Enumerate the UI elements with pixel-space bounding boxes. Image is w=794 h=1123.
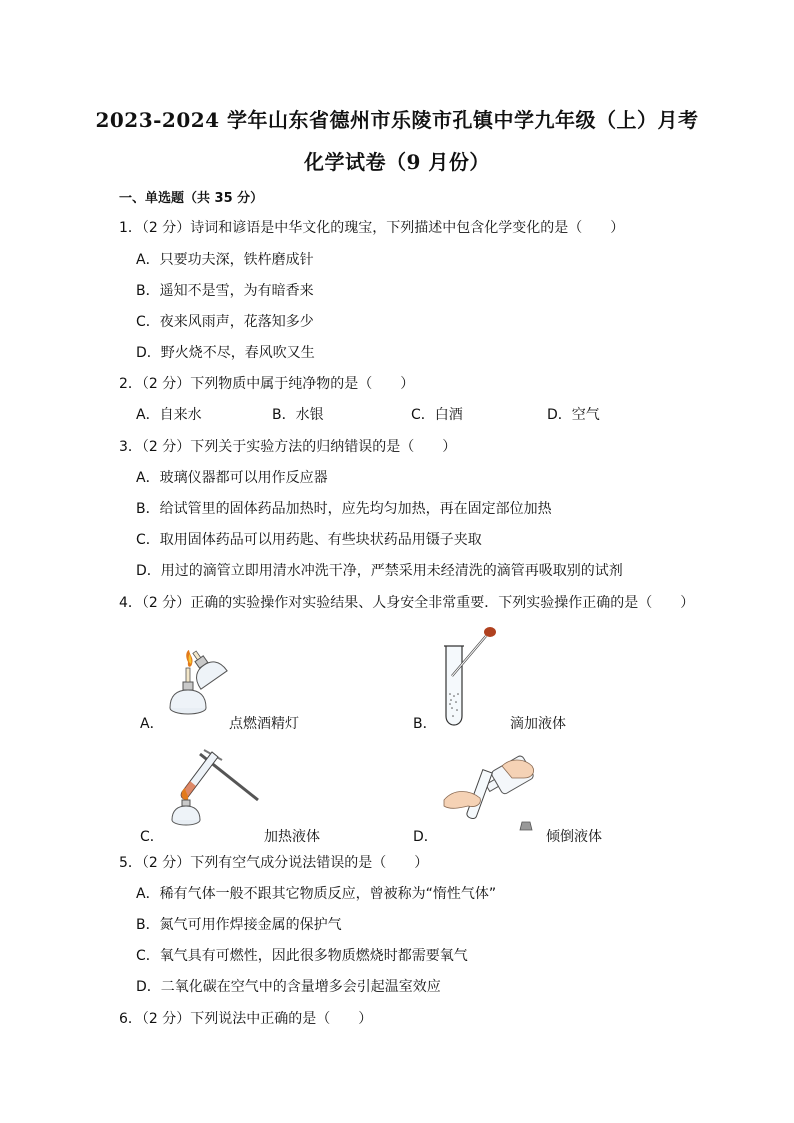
question-6-stem: 6．（2 分）下列说法中正确的是（ ） <box>119 1011 373 1027</box>
question-1-option-c: C．夜来风雨声，花落知多少 <box>136 314 314 330</box>
exam-title-line2: 化学试卷（9 月份） <box>304 150 490 174</box>
question-5-option-b: B．氮气可用作焊接金属的保护气 <box>136 917 342 933</box>
pouring-liquid-figure <box>436 752 548 832</box>
question-2-option-d: D．空气 <box>547 407 600 423</box>
question-3-option-c: C．取用固体药品可以用药匙、有些块状药品用镊子夹取 <box>136 532 482 548</box>
question-4-option-d-letter: D． <box>413 829 438 845</box>
question-2-option-c: C．白酒 <box>411 407 463 423</box>
question-2-option-b: B．水银 <box>272 407 324 423</box>
question-4-stem: 4．（2 分）正确的实验操作对实验结果、人身安全非常重要．下列实验操作正确的是（ ） <box>119 595 695 611</box>
question-4-option-d-caption: 倾倒液体 <box>546 829 602 845</box>
question-1-option-a: A．只要功夫深，铁杵磨成针 <box>136 252 314 268</box>
question-4-option-b-letter: B． <box>413 716 437 732</box>
exam-title-line1: 2023-2024 学年山东省德州市乐陵市孔镇中学九年级（上）月考 <box>95 108 699 132</box>
question-3-option-a: A．玻璃仪器都可以用作反应器 <box>136 470 328 486</box>
question-4-option-a-letter: A． <box>140 716 164 732</box>
question-5-option-d: D．二氧化碳在空气中的含量增多会引起温室效应 <box>136 979 441 995</box>
heating-liquid-figure <box>160 748 264 830</box>
question-2-stem: 2．（2 分）下列物质中属于纯净物的是（ ） <box>119 376 415 392</box>
question-4-option-b-caption: 滴加液体 <box>510 716 566 732</box>
dropper-test-tube-figure <box>440 624 500 728</box>
question-2-option-a: A．自来水 <box>136 407 202 423</box>
question-4-option-c-caption: 加热液体 <box>264 829 320 845</box>
question-1-option-d: D．野火烧不尽，春风吹又生 <box>136 345 315 361</box>
alcohol-lamp-lighting-figure <box>158 650 238 722</box>
question-4-option-c-letter: C． <box>140 829 164 845</box>
question-4-option-a-caption: 点燃酒精灯 <box>229 716 299 732</box>
question-5-stem: 5．（2 分）下列有空气成分说法错误的是（ ） <box>119 855 429 871</box>
section-heading: 一、单选题（共 35 分） <box>119 191 264 206</box>
question-5-option-a: A．稀有气体一般不跟其它物质反应，曾被称为“惰性气体” <box>136 886 497 902</box>
question-1-stem: 1．（2 分）诗词和谚语是中华文化的瑰宝，下列描述中包含化学变化的是（ ） <box>119 220 625 236</box>
question-3-stem: 3．（2 分）下列关于实验方法的归纳错误的是（ ） <box>119 439 457 455</box>
question-5-option-c: C．氧气具有可燃性，因此很多物质燃烧时都需要氧气 <box>136 948 468 964</box>
question-3-option-d: D．用过的滴管立即用清水冲洗干净，严禁采用未经清洗的滴管再吸取别的试剂 <box>136 563 623 579</box>
question-1-option-b: B．遥知不是雪，为有暗香来 <box>136 283 314 299</box>
question-3-option-b: B．给试管里的固体药品加热时，应先均匀加热，再在固定部位加热 <box>136 501 552 517</box>
